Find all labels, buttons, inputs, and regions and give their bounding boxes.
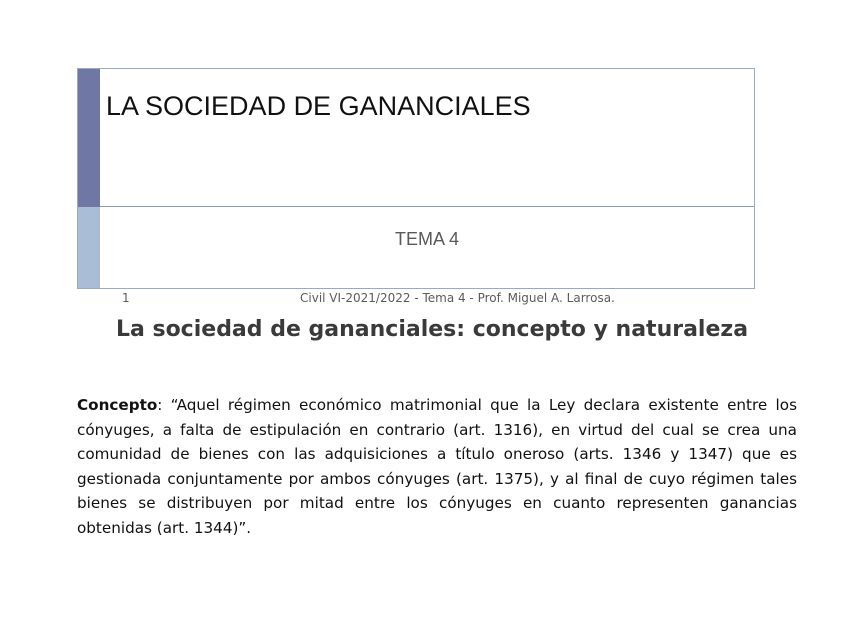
subtitle-accent-bar — [78, 207, 100, 288]
slide-title: LA SOCIEDAD DE GANANCIALES — [106, 91, 531, 121]
slide-footer — [0, 290, 848, 308]
footer-text: Civil VI-2021/2022 - Tema 4 - Prof. Miguel A. Larrosa. — [300, 291, 615, 305]
section-heading: La sociedad de gananciales: concepto y naturaleza — [115, 317, 749, 342]
title-box — [100, 69, 754, 206]
title-slide-frame — [77, 68, 755, 289]
concept-paragraph — [77, 393, 797, 540]
concept-definition: : “Aquel régimen económico matrimonial que la Ley declara existente entre los cónyuges, a falta de estipulación en contrario (art. 1316), en virtud del cual se crea una comunidad de bienes con las adquisiciones a título oneroso (arts. 1346 y 1347) que es gestionada conjuntamente por ambos cónyuges (art. 1375), y al final de cuyo régimen tales bienes se distribuyen por mitad entre los cónyuges en cuanto representen ganancias obtenidas (art. 1344)”. — [77, 396, 797, 537]
slide-subtitle: TEMA 4 — [394, 229, 460, 249]
subtitle-box — [100, 207, 754, 288]
title-accent-bar — [78, 69, 100, 207]
page-number: 1 — [122, 291, 130, 305]
concept-term: Concepto — [77, 396, 158, 414]
